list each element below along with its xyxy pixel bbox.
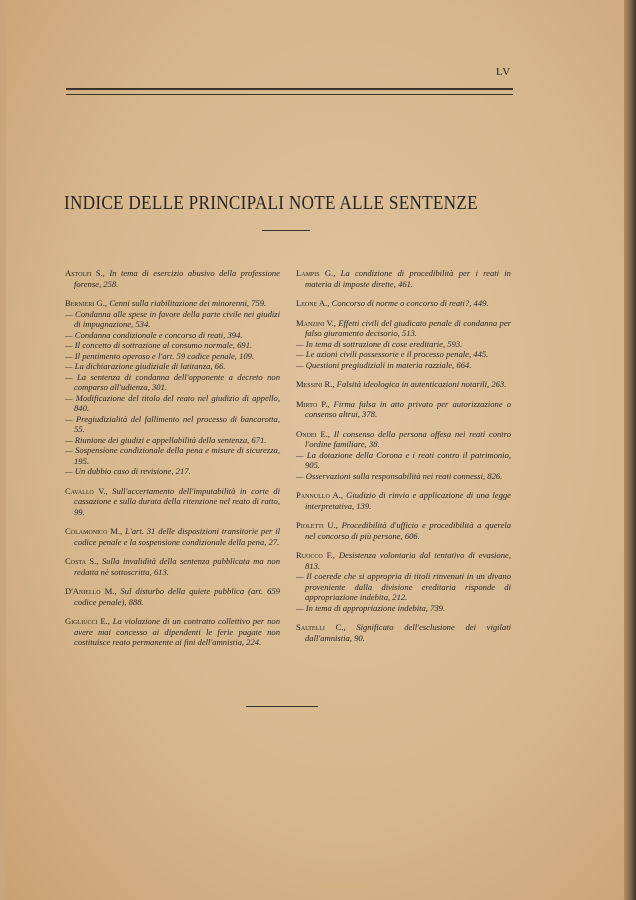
entry-sub-line [296,603,511,614]
index-entry [296,429,511,482]
note-title: Sul disturbo della quiete pubblica (art. 659 codice penale), 888. [74,586,280,607]
entry-sub-line [65,309,280,330]
note-title: — Le azioni civili possessorie e il processo penale, 445. [296,349,489,359]
entry-main-line [296,298,511,309]
note-title: — Il coerede che si appropria di titoli rinvenuti in un divano proveniente dalla divisione ereditaria risponde di appropriazione indebita, 212. [296,571,511,602]
note-title: Effetti civili del giudicato penale di condanna per falso giuramento decisorio, 513. [305,317,511,338]
index-entry [65,526,280,547]
entry-sub-line [65,330,280,341]
entry-sub-line [65,445,280,466]
note-title: — La dichiarazione giudiziale di latitanza, 66. [65,361,226,371]
note-title: — Un dubbio caso di revisione, 217. [65,466,191,476]
entry-main-line [65,298,280,309]
note-title: L'art. 31 delle disposizioni transitorie per il codice penale e la sospensione condizionale della pena, 27. [74,526,280,547]
note-title: — Il concetto di sottrazione al consumo normale, 691. [65,340,253,350]
note-title: — In tema di appropriazione indebita, 739. [296,602,446,613]
index-entry [296,268,511,289]
entry-main-line [65,268,280,289]
author-name: Manzini V., [296,317,336,328]
entry-sub-line [296,471,511,482]
note-title: — Riunione dei giudizi e appellabilità della sentenza, 671. [65,434,267,445]
entry-main-line [296,268,511,289]
author-name: Bernieri G., [65,298,108,308]
note-title: — Pregiudizialità del fallimento nel processo di bancarotta, 55. [65,413,280,434]
entry-sub-line [65,351,280,362]
entry-sub-line [65,340,280,351]
note-title: Falsità ideologica in autenticazioni notarili, 263. [336,379,507,389]
entry-main-line [296,429,511,450]
entry-sub-line [296,450,511,471]
author-name: D'Aniello M., [65,586,117,596]
note-title: Significato dell'esclusione dei vigilati dall'amnistia, 90. [305,622,511,643]
note-title: — Modificazione del titolo del reato nel giudizio di appello, 840. [65,392,280,413]
entry-main-line [65,616,280,648]
entry-main-line [296,318,511,339]
author-name: Gigliucci E., [65,616,110,626]
note-title: Il consenso della persona offesa nei reati contro l'ordine familiare, 38. [305,428,511,449]
entry-sub-line [65,361,280,372]
index-entry [65,556,280,577]
entry-main-line [296,379,511,390]
author-name: Colamonico M., [65,526,123,536]
note-title: — Osservazioni sulla responsabilità nei reati connessi, 826. [296,470,503,481]
note-title: — Questioni pregiudiziali in materia razziale, 664. [296,359,472,370]
header-rule-thin [66,94,513,95]
author-name: Ruocco F., [296,550,335,560]
index-entry [296,550,511,613]
entry-sub-line [65,393,280,414]
index-entry [65,616,280,648]
index-entry [296,490,511,511]
author-name: Ondei E., [296,428,330,439]
entry-main-line [296,399,511,420]
author-name: Lampis G., [296,268,336,278]
index-entry [296,520,511,541]
page-title: INDICE DELLE PRINCIPALI NOTE ALLE SENTENZE [64,192,478,214]
index-column-right [296,268,511,652]
entry-sub-line [296,360,511,371]
entry-sub-line [65,466,280,477]
entry-main-line [65,556,280,577]
note-title: La violazione di un contratto collettivo per non avere mai concesso ai dipendenti le ferie pagate non costituisce reato permanente ai fini dell'amnistia, 224. [74,616,280,647]
note-title: Sull'accertamento dell'imputabilità in corte di cassazione e sulla durata della ritenzione nel reato di ratto, 99. [74,485,280,517]
index-column-left [65,268,280,657]
page-number: LV [496,66,511,78]
index-entry [65,486,280,518]
entry-sub-line [65,372,280,393]
entry-sub-line [296,349,511,360]
index-entry [296,399,511,420]
author-name: Mirto P., [296,398,330,409]
note-title: — Condanna alle spese in favore della parte civile nei giudizi di impugnazione, 534. [65,308,280,329]
author-name: Leone A., [296,298,330,308]
note-title: — Condanna condizionale e concorso di reati, 394. [65,329,243,340]
note-title: La condizione di procedibilità per i reati in materia di imposte dirette, 461. [305,268,511,289]
author-name: Pannullo A., [296,490,343,500]
author-name: Costa S., [65,556,99,566]
index-entry [65,298,280,477]
entry-sub-line [65,414,280,435]
title-rule [262,230,310,231]
note-title: Procedibilità d'ufficio e procedibilità a querela nel concorso di più persone, 606. [305,520,512,541]
page-edge [624,0,636,900]
entry-main-line [296,490,511,511]
header-rule-thick [66,88,513,90]
author-name: Pioletti U., [296,520,338,530]
entry-sub-line [296,339,511,350]
entry-main-line [65,526,280,547]
note-title: Desistenza volontaria dal tentativo di evasione, 813. [305,550,511,571]
index-entry [296,622,511,643]
note-title: Cenni sulla riabilitazione dei minorenni, 759. [109,298,267,308]
entry-sub-line [65,435,280,446]
index-entry [65,268,280,289]
index-entry [296,298,511,309]
note-title: — Il pentimento operoso e l'art. 59 codice penale, 109. [65,350,255,361]
author-name: Cavallo V., [65,485,108,496]
note-title: — La dotazione della Corona e i reati contro il patrimonio, 905. [296,449,511,470]
note-title: — In tema di sottrazione di cose ereditarie, 593. [296,338,463,349]
bottom-rule [246,706,318,707]
note-title: — Sospensione condizionale della pena e misure di sicurezza, 195. [65,445,280,466]
entry-main-line [296,550,511,571]
index-entry [296,379,511,390]
note-title: Concorso di norme o concorso di reati?, 449. [331,298,489,308]
note-title: Firma falsa in atto privato per autorizzazione o consenso altrui, 378. [305,398,511,419]
note-title: — La sentenza di condanna dell'opponente a decreto non comparso all'udienza, 301. [65,371,280,392]
entry-main-line [65,586,280,607]
entry-sub-line [296,571,511,603]
entry-main-line [296,622,511,643]
author-name: Saltelli C., [296,622,346,632]
index-entry [65,586,280,607]
author-name: Messini R., [296,379,335,389]
author-name: Astolfi S., [65,268,105,278]
entry-main-line [296,520,511,541]
entry-main-line [65,486,280,518]
note-title: Giudizio di rinvio e applicazione di una legge interpretativa, 139. [305,490,511,511]
index-entry [296,318,511,371]
note-title: In tema di esercizio abusivo della professione forense, 258. [74,268,280,289]
note-title: Sulla invalidità della sentenza pubblicata ma non redatta nè sottoscritta, 613. [74,556,280,577]
